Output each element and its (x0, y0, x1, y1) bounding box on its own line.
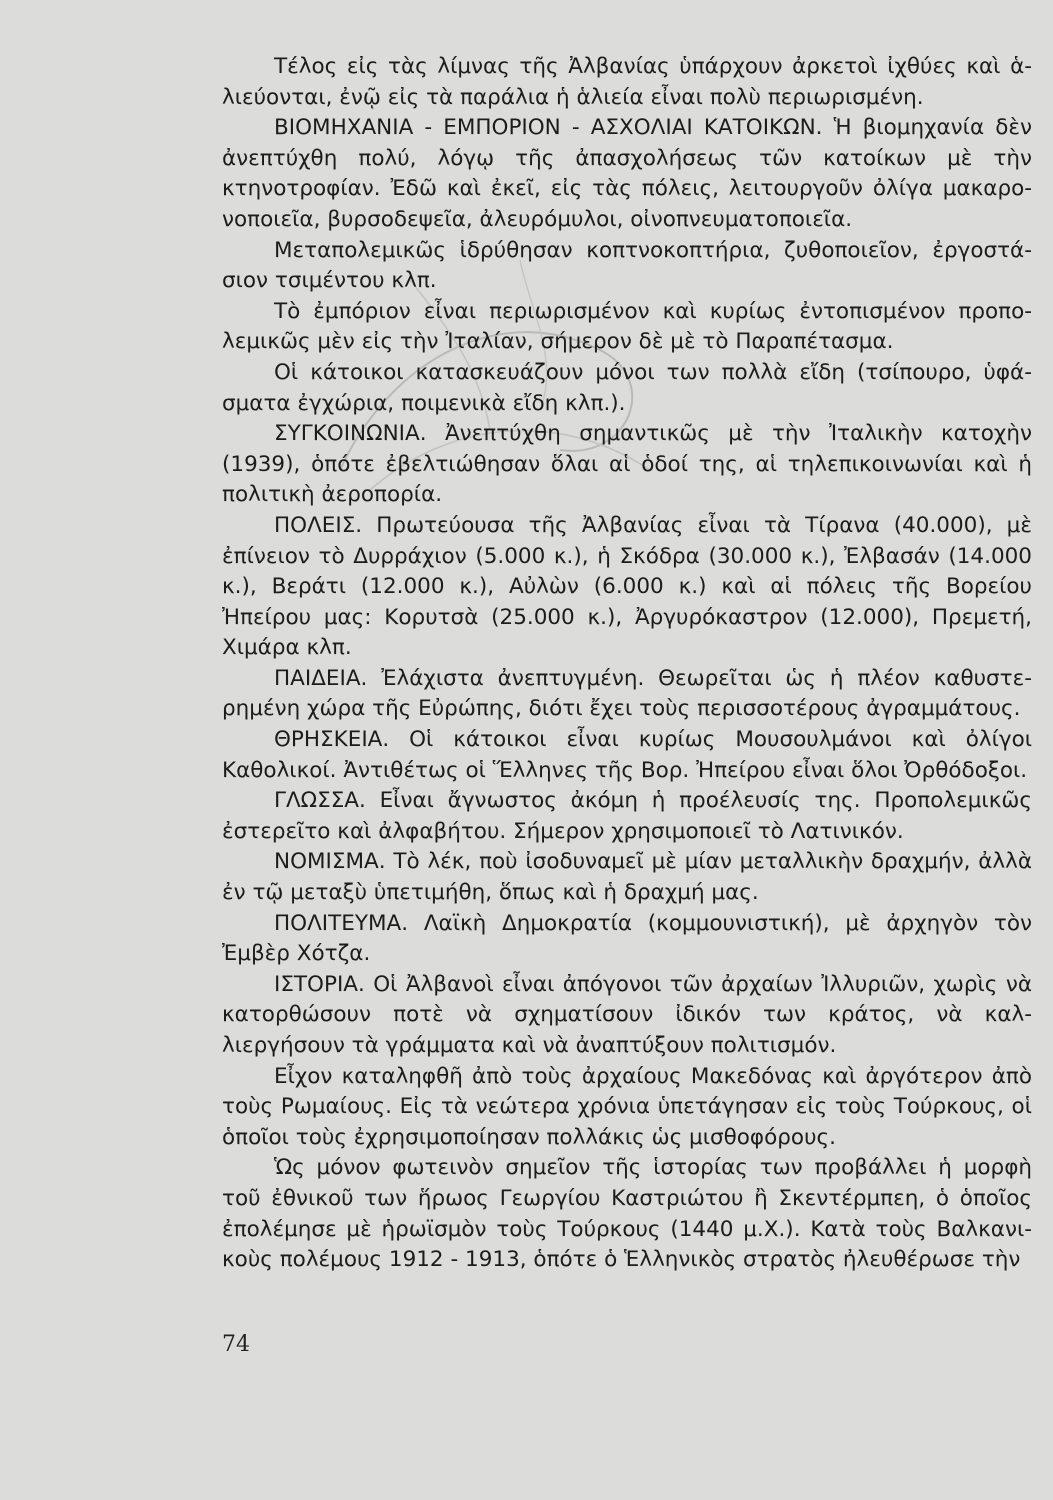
paragraph-religion: ΘΡΗΣΚΕΙΑ. Οἱ κάτοικοι εἶναι κυρίως Μουσουλμάνοι καὶ ὀλίγοι Καθολικοί. Ἀντιθέτως οἱ Ἕλληνες τῆς Βορ. Ἠπείρου εἶναι ὅλοι Ὀρθόδοξοι. (222, 727, 1032, 783)
body-text (222, 52, 1032, 1276)
paragraph-cities: ΠΟΛΕΙΣ. Πρωτεύουσα τῆς Ἀλβανίας εἶναι τὰ Τίρανα (40.000), μὲ ἐπίνειον τὸ Δυρράχιον (5.000 κ.), ἡ Σκόδρα (30.000 κ.), Ἐλβασάν (14.000 κ.), Βεράτι (12.000 κ.), Αὐλὼν (6.000 κ.) καὶ αἱ πόλεις τῆς Βορείου Ἠπείρου μας: Κορυτσὰ (25.000 κ.), Ἀργυρόκαστρον (12.000), Πρεμετή, Χιμάρα κλπ. (222, 512, 1032, 661)
paragraph-postwar-industry: Μεταπολεμικῶς ἱδρύθησαν κοπτνοκοπτήρια, ζυθοποιεῖον, ἐργοστά-σιον τσιμέντου κλπ. (222, 237, 1032, 294)
paragraph-government: ΠΟΛΙΤΕΥΜΑ. Λαϊκὴ Δημοκρατία (κομμουνιστική), μὲ ἀρχηγὸν τὸν Ἐμβὲρ Χότζα. (222, 910, 1032, 967)
paragraph-crafts: Οἱ κάτοικοι κατασκευάζουν μόνοι των πολλὰ εἴδη (τσίπουρο, ὑφά-σματα ἐγχώρια, ποιμενικὰ εἴδη κλπ.). (222, 359, 1032, 416)
paragraph-skanderbeg: Ὡς μόνον φωτεινὸν σημεῖον τῆς ἱστορίας των προβάλλει ἡ μορφὴ τοῦ ἐθνικοῦ των ἥρωος Γεωργίου Καστριώτου ἢ Σκεντέρμπεη, ὁ ὁποῖος ἐπολέμησε μὲ ἡρωϊσμὸν τοὺς Τούρκους (1440 μ.Χ.). Κατὰ τοὺς Βαλκανι-κοὺς πολέμους 1912 - 1913, ὁπότε ὁ Ἑλληνικὸς στρατὸς ἠλευθέρωσε τὴν (222, 1155, 1032, 1273)
paragraph-history: ΙΣΤΟΡΙΑ. Οἱ Ἀλβανοὶ εἶναι ἀπόγονοι τῶν ἀρχαίων Ἰλλυριῶν, χωρὶς νὰ κατορθώσουν ποτὲ νὰ σχηματίσουν ἰδικόν των κράτος, νὰ καλ-λιεργήσουν τὰ γράμματα καὶ νὰ ἀναπτύξουν πολιτισμόν. (222, 971, 1032, 1058)
paragraph-education: ΠΑΙΔΕΙΑ. Ἐλάχιστα ἀνεπτυγμένη. Θεωρεῖται ὡς ἡ πλέον καθυστε-ρημένη χώρα τῆς Εὐρώπης, διότι ἔχει τοὺς περισσοτέρους ἀγραμμάτους. (222, 665, 1032, 722)
paragraph-industry: ΒΙΟΜΗΧΑΝΙΑ - ΕΜΠΟΡΙΟΝ - ΑΣΧΟΛΙΑΙ ΚΑΤΟΙΚΩΝ. Ἡ βιομηχανία δὲν ἀνεπτύχθη πολύ, λόγῳ τῆς ἀπασχολήσεως τῶν κατοίκων μὲ τὴν κτηνοτροφίαν. Ἐδῶ καὶ ἐκεῖ, εἰς τὰς πόλεις, λειτουργοῦν ὀλίγα μακαρο-νοποιεῖα, βυρσοδεψεῖα, ἀλευρόμυλοι, οἰνοπνευματοποιεῖα. (222, 115, 1032, 232)
paragraph-trade: Τὸ ἐμπόριον εἶναι περιωρισμένον καὶ κυρίως ἐντοπισμένον προπο-λεμικῶς μὲν εἰς τὴν Ἰταλίαν, σήμερον δὲ μὲ τὸ Παραπέτασμα. (222, 298, 1032, 355)
paragraph-communication: ΣΥΓΚΟΙΝΩΝΙΑ. Ἀνεπτύχθη σημαντικῶς μὲ τὴν Ἰταλικὴν κατοχὴν (1939), ὁπότε ἐβελτιώθησαν ὅλαι αἱ ὁδοί της, αἱ τηλεπικοινωνίαι καὶ ἡ πολιτικὴ ἀεροπορία. (222, 421, 1032, 508)
page-number: 74 (222, 1332, 250, 1357)
paragraph-fishing: Τέλος εἰς τὰς λίμνας τῆς Ἀλβανίας ὑπάρχουν ἀρκετοὶ ἰχθύες καὶ ἁ-λιεύονται, ἐνῷ εἰς τὰ παράλια ἡ ἁλιεία εἶναι πολὺ περιωρισμένη. (222, 54, 1032, 110)
paragraph-currency: ΝΟΜΙΣΜΑ. Τὸ λέκ, ποὺ ἰσοδυναμεῖ μὲ μίαν μεταλλικὴν δραχμήν, ἀλλὰ ἐν τῷ μεταξὺ ὑπετιμήθη, ὅπως καὶ ἡ δραχμή μας. (222, 849, 1032, 906)
paragraph-language: ΓΛΩΣΣΑ. Εἶναι ἄγνωστος ἀκόμη ἡ προέλευσίς της. Προπολεμικῶς ἐστερεῖτο καὶ ἀλφαβήτου. Σήμερον χρησιμοποιεῖ τὸ Λατινικόν. (222, 788, 1032, 844)
paragraph-conquests: Εἶχον καταληφθῆ ἀπὸ τοὺς ἀρχαίους Μακεδόνας καὶ ἀργότερον ἀπὸ τοὺς Ρωμαίους. Εἰς τὰ νεώτερα χρόνια ὑπετάγησαν εἰς τοὺς Τούρκους, οἱ ὁποῖοι τοὺς ἐχρησιμοποίησαν πολλάκις ὡς μισθοφόρους. (222, 1063, 1032, 1150)
